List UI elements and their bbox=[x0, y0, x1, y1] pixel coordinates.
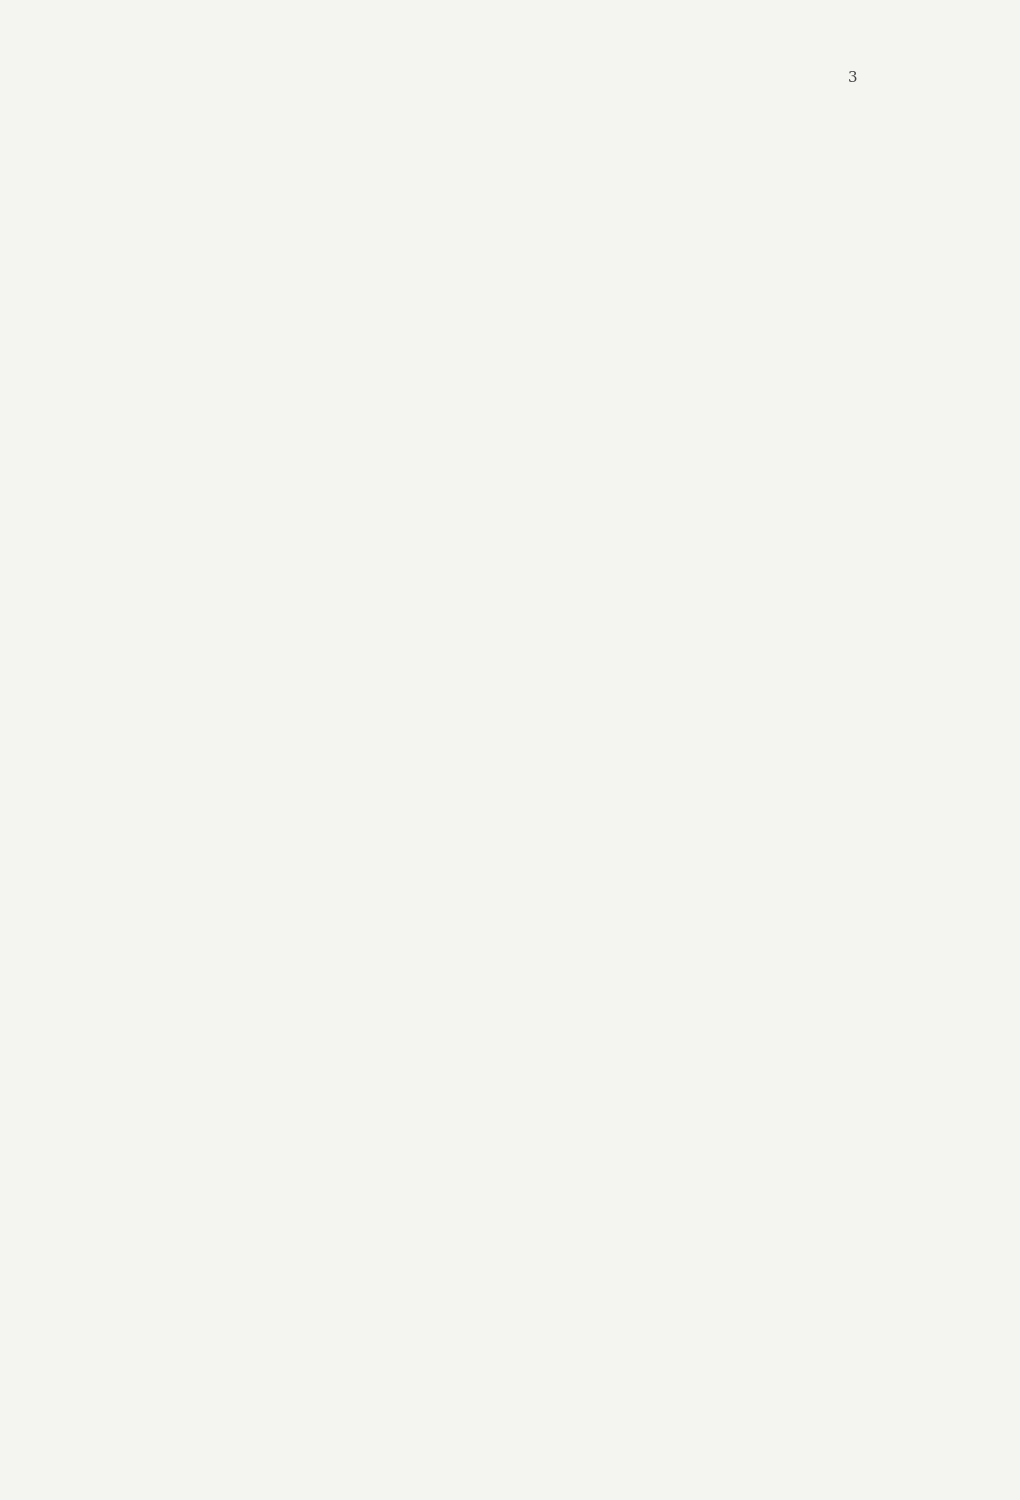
body-text bbox=[80, 104, 900, 209]
page-number: 3 bbox=[848, 68, 858, 86]
section-heading-parent-material bbox=[80, 132, 900, 160]
section-heading-climate bbox=[80, 182, 900, 210]
